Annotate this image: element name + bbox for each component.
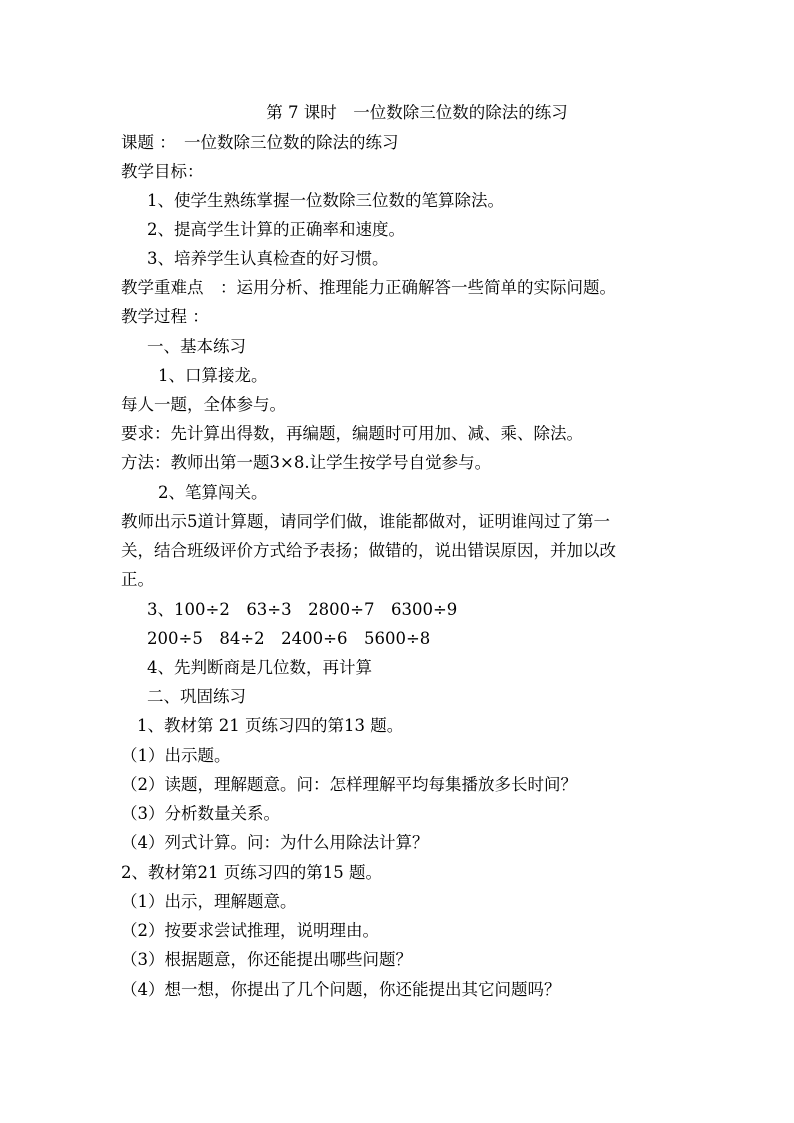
- text-line: 要求：先计算出得数，再编题，编题时可用加、减、乘、除法。: [121, 424, 583, 443]
- goals-heading: 教学目标：: [121, 162, 204, 181]
- text-line: 每人一题，全体参与。: [121, 395, 286, 414]
- text-line: （4）列式计算。问：为什么用除法计算？: [121, 833, 429, 852]
- text-line: （3）分析数量关系。: [121, 804, 280, 823]
- text-line: （3）根据题意，你还能提出哪些问题？: [121, 950, 412, 969]
- goal-item-1: 1、使学生熟练掌握一位数除三位数的笔算除法。: [147, 191, 504, 210]
- text-line: （4）想一想，你提出了几个问题，你还能提出其它问题吗？: [121, 980, 561, 999]
- item-written-calc: 2、笔算闯关。: [158, 483, 268, 502]
- text-line: （2）读题，理解题意。问：怎样理解平均每集播放多长时间？: [121, 775, 577, 794]
- text-line: （1）出示，理解题意。: [121, 892, 297, 911]
- text-line: 正。: [121, 570, 154, 589]
- goal-item-3: 3、培养学生认真检查的好习惯。: [147, 249, 389, 268]
- text-line: 1、教材第 21 页练习四的第13 题。: [137, 716, 404, 735]
- text-line: （2）按要求尝试推理，说明理由。: [121, 921, 379, 940]
- text-line: 教师出示5道计算题，请同学们做，谁能都做对，证明谁闯过了第一: [121, 512, 610, 531]
- key-difficulties: 教学重难点 ：运用分析、推理能力正确解答一些简单的实际问题。: [121, 278, 616, 297]
- item-oral-calc: 1、口算接龙。: [158, 366, 268, 385]
- page-title: 第 7 课时 一位数除三位数的除法的练习: [266, 103, 568, 122]
- section-consolidation: 二、巩固练习: [147, 687, 246, 706]
- text-line: 关，结合班级评价方式给予表扬；做错的，说出错误原因，并加以改: [121, 541, 616, 560]
- text-line: 4、先判断商是几位数，再计算: [147, 658, 372, 677]
- exercise-row-2: 200÷5 84÷2 2400÷6 5600÷8: [147, 629, 431, 648]
- section-basic-practice: 一、基本练习: [147, 337, 246, 356]
- goal-item-2: 2、提高学生计算的正确率和速度。: [147, 220, 405, 239]
- process-heading: 教学过程 ：: [121, 307, 209, 326]
- text-line: （1）出示题。: [121, 746, 231, 765]
- lesson-topic: 课题 ： 一位数除三位数的除法的练习: [121, 133, 399, 152]
- text-line: 2、教材第21 页练习四的第15 题。: [121, 863, 382, 882]
- text-line: 方法：教师出第一题3×8.让学生按学号自觉参与。: [121, 453, 492, 472]
- exercise-row-1: 3、100÷2 63÷3 2800÷7 6300÷9: [147, 600, 458, 619]
